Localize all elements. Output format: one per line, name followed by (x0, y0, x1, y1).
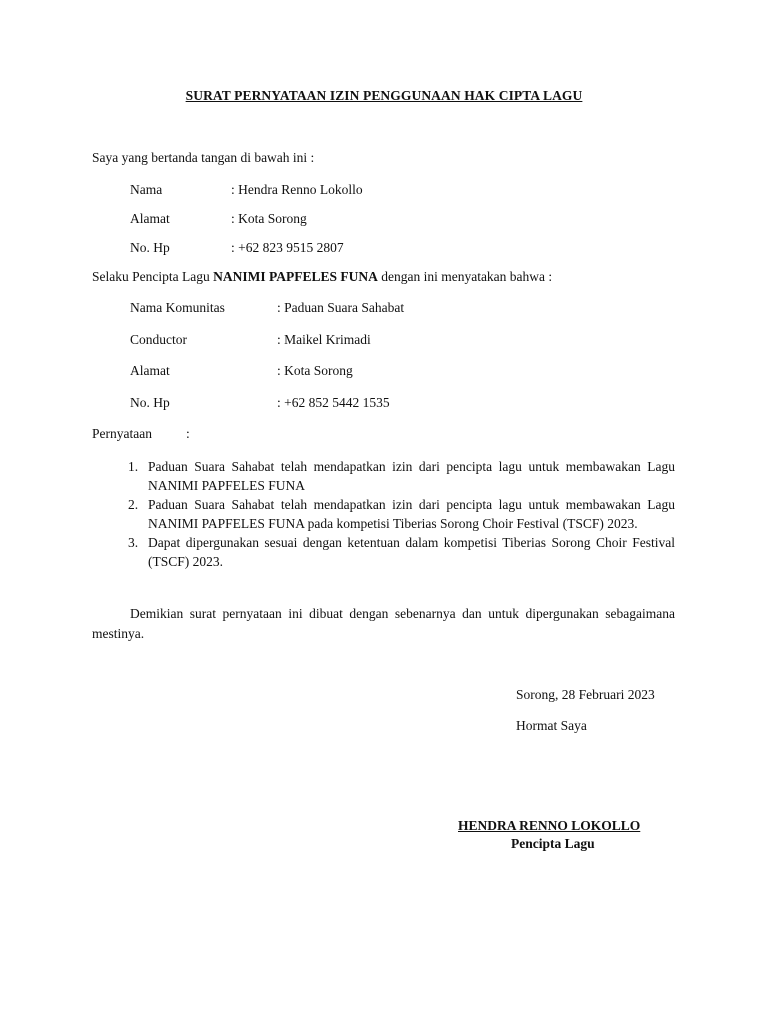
declaration-colon: : (186, 426, 190, 441)
signer-address-value: : Kota Sorong (231, 211, 307, 226)
place-date: Sorong, 28 Februari 2023 (516, 687, 655, 702)
statement-suffix: dengan ini menyatakan bahwa : (377, 269, 553, 284)
list-item-text: Paduan Suara Sahabat telah mendapatkan izin dari pencipta lagu untuk membawakan Lagu NANIMI PAPFELES FUNA pada kompetisi Tiberias Sorong Choir Festival (TSCF) 2023. (148, 497, 675, 531)
conductor-label: Conductor (130, 332, 187, 347)
list-item-number: 3. (128, 535, 139, 550)
signer-name-label: Nama (130, 182, 163, 197)
signer-address-label: Alamat (130, 211, 170, 226)
signer-phone-label: No. Hp (130, 240, 170, 255)
list-item-text: Dapat dipergunakan sesuai dengan ketentuan dalam kompetisi Tiberias Sorong Choir Festival (TSCF) 2023. (148, 535, 675, 569)
list-item-number: 2. (128, 497, 139, 512)
signer-phone-value: : +62 823 9515 2807 (231, 240, 344, 255)
community-address-value: : Kota Sorong (277, 363, 353, 378)
signature-name: HENDRA RENNO LOKOLLO (458, 818, 641, 833)
list-item (128, 533, 675, 571)
community-name-label: Nama Komunitas (130, 300, 225, 315)
closing-paragraph: Demikian surat pernyataan ini dibuat dengan sebenarnya dan untuk dipergunakan sebagaimana mestinya. (92, 606, 675, 641)
list-item-text: Paduan Suara Sahabat telah mendapatkan izin dari pencipta lagu untuk membawakan Lagu NANIMI PAPFELES FUNA (148, 459, 675, 493)
list-item-number: 1. (128, 459, 139, 474)
declaration-list (128, 457, 675, 571)
signer-name-value: : Hendra Renno Lokollo (231, 182, 363, 197)
community-phone-value: : +62 852 5442 1535 (277, 395, 390, 410)
intro-line: Saya yang bertanda tangan di bawah ini : (92, 150, 315, 165)
community-address-label: Alamat (130, 363, 170, 378)
community-name-value: : Paduan Suara Sahabat (277, 300, 405, 315)
community-phone-label: No. Hp (130, 395, 170, 410)
signature-role: Pencipta Lagu (511, 836, 595, 851)
declaration-label: Pernyataan (92, 426, 152, 441)
regards: Hormat Saya (516, 718, 587, 733)
document-title: SURAT PERNYATAAN IZIN PENGGUNAAN HAK CIPTA LAGU (185, 88, 583, 103)
list-item (128, 495, 675, 533)
song-title: NANIMI PAPFELES FUNA (213, 269, 378, 284)
list-item (128, 457, 675, 495)
statement-intro (92, 269, 552, 285)
conductor-value: : Maikel Krimadi (277, 332, 371, 347)
statement-prefix: Selaku Pencipta Lagu (92, 269, 214, 284)
